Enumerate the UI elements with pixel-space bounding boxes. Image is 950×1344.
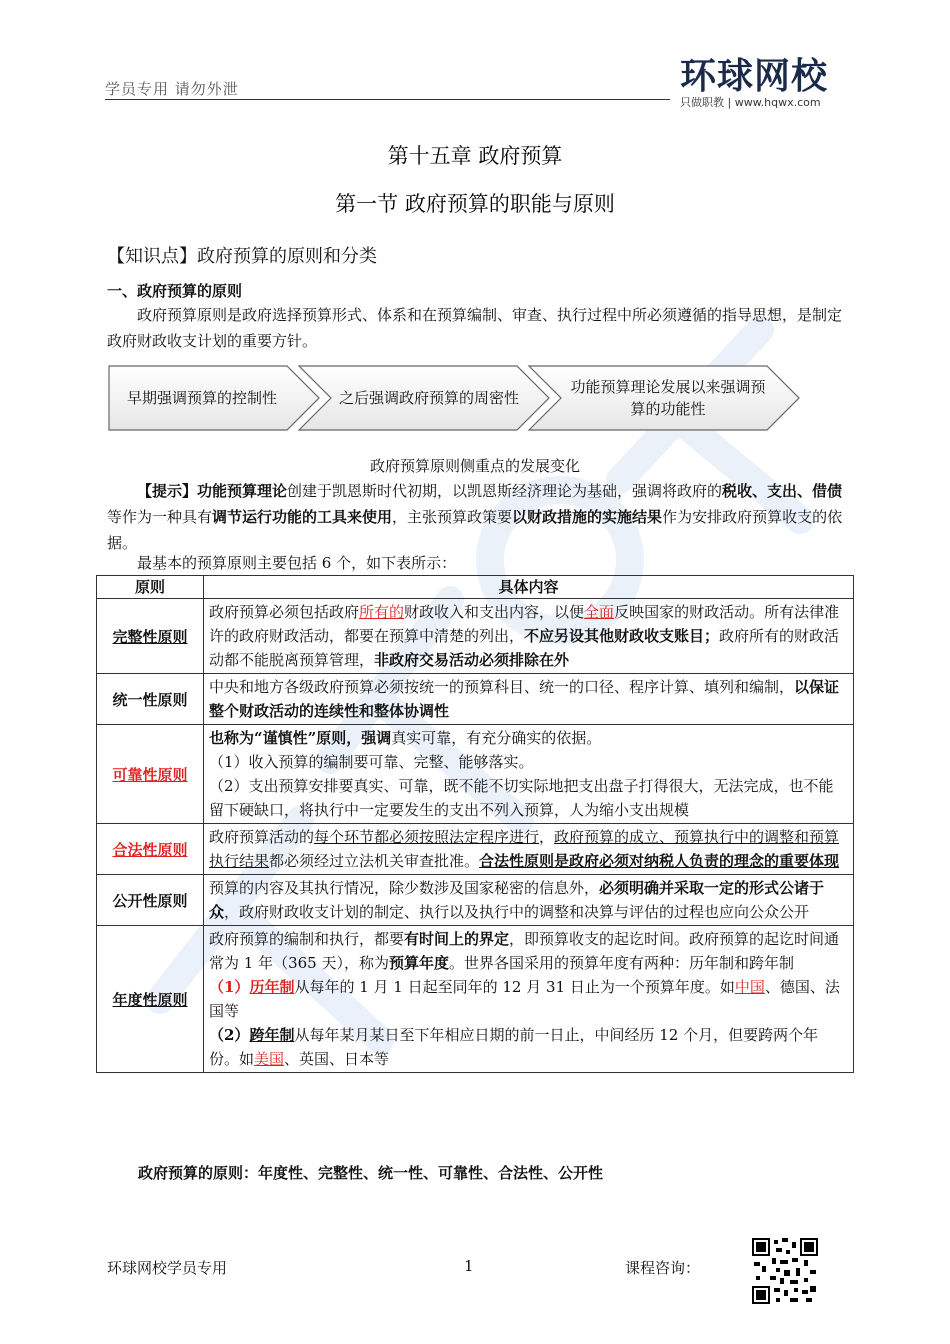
text: 反映国家的财政活动。所有法律准许的政府财政活动，都要在预算中清楚的列出， — [209, 603, 840, 645]
principle-name — [97, 599, 204, 674]
text: 从每年某月某日至下年相应日期的前一日止，中间经历 12 个月，但要跨两个年份。如 — [209, 1026, 819, 1068]
tip-text: 创建于凯恩斯时代初期，以凯恩斯经济理论为基础，强调将政府的 — [287, 482, 723, 500]
table-intro: 最基本的预算原则主要包括 6 个，如下表所示： — [137, 554, 457, 572]
text: 财政收入和支出内容，以便 — [404, 603, 585, 621]
list-marker: （1） — [209, 978, 250, 996]
flow-step-2: 之后强调政府预算的周密性 — [338, 389, 519, 407]
highlight: 美国 — [254, 1050, 285, 1068]
principle-label: 可靠性原则 — [112, 765, 188, 784]
tip-emphasis: 以财政措施的实施结果 — [512, 508, 663, 526]
tip-emphasis: 税收、支出、借债 — [722, 482, 843, 500]
emphasis: 必须明确并采取一定的形式公诸于众 — [209, 879, 825, 921]
principle-label: 年度性原则 — [112, 990, 188, 1009]
principle-content — [204, 824, 854, 875]
principle-content — [204, 875, 854, 926]
table-row — [97, 875, 854, 926]
text: 预算的内容及其执行情况，除少数涉及国家秘密的信息外， — [209, 879, 600, 897]
footer-note: 环球网校学员专用 — [107, 1259, 228, 1277]
emphasis: 不应另设其他财政收支账目； — [524, 627, 720, 645]
principle-label: 完整性原则 — [112, 627, 188, 646]
intro-paragraph: 政府预算原则是政府选择预算形式、体系和在预算编制、审查、执行过程中所必须遵循的指导思想，是制定政府财政收支计划的重要方针。 — [107, 306, 843, 350]
table-header-row — [97, 576, 854, 599]
tip-text: 作为安排政府预算收支的依据。 — [107, 508, 843, 552]
section-title: 第一节 政府预算的职能与原则 — [335, 192, 615, 216]
tip-label: 【提示】 — [137, 482, 198, 500]
logo-name: 环球网校 — [680, 56, 829, 97]
principle-name — [97, 674, 204, 725]
text: 、英国、日本等 — [284, 1050, 390, 1068]
logo-tagline: 只做职教 | www.hqwx.com — [680, 96, 821, 109]
emphasis: 以保证整个财政活动的连续性和整体协调性 — [209, 678, 840, 720]
emphasis: 有时间上的界定 — [404, 930, 510, 948]
text: ，即预算收支的起讫时间。政府预算的起讫时间通常为 1 年（365 天），称为 — [209, 930, 840, 972]
flow-step-1: 早期强调预算的控制性 — [126, 389, 277, 407]
tip-emphasis: 调节运行功能的工具来使用 — [212, 508, 393, 526]
table-row — [97, 674, 854, 725]
text: 中央和地方各级政府预算必须按统一的预算科目、统一的口径、程序计算、填列和编制， — [209, 678, 795, 696]
col-header-content: 具体内容 — [204, 576, 854, 599]
principle-label: 合法性原则 — [112, 840, 188, 859]
subheading-principles: 一、政府预算的原则 — [107, 282, 243, 300]
principle-name — [97, 725, 204, 824]
highlight: 全面 — [584, 603, 615, 621]
flow-caption: 政府预算原则侧重点的发展变化 — [369, 457, 580, 475]
table-row — [97, 725, 854, 824]
principles-summary: 政府预算的原则：年度性、完整性、统一性、可靠性、合法性、公开性 — [138, 1164, 604, 1182]
emphasis: 也称为“谨慎性”原则，强调 — [209, 729, 392, 747]
header-confidential-note: 学员专用 请勿外泄 — [105, 80, 239, 98]
principle-content — [204, 599, 854, 674]
text: ，政府财政收支计划的制定、执行以及执行中的调整和决算与评估的过程也应向公众公开 — [224, 903, 810, 921]
text: ， — [539, 828, 555, 846]
table-row — [97, 926, 854, 1073]
text: 从每年的 1 月 1 日起至同年的 12 月 31 日止为一个预算年度。如 — [294, 978, 735, 996]
page-number: 1 — [464, 1257, 474, 1275]
principle-name — [97, 875, 204, 926]
tip-paragraph — [107, 478, 850, 556]
table-row — [97, 599, 854, 674]
knowledge-point-heading: 【知识点】政府预算的原则和分类 — [107, 246, 377, 267]
col-header-principle: 原则 — [97, 576, 204, 599]
text: 政府预算活动的 — [209, 828, 315, 846]
text: （2）支出预算安排要真实、可靠，既不能不切实际地把支出盘子打得很大，无法完成，也不能留下硬缺口，将执行中一定要发生的支出不列入预算，人为缩小支出规模 — [209, 777, 834, 819]
text: 都必须经过立法机关审查批准。 — [269, 852, 480, 870]
highlight: 历年制 — [249, 978, 295, 996]
underlined: 每个环节都必须按照法定程序进行 — [314, 828, 540, 846]
principle-content — [204, 926, 854, 1073]
principle-evolution-flow — [107, 362, 807, 434]
emphasis: 非政府交易活动必须排除在外 — [374, 651, 570, 669]
text: 。世界各国采用的预算年度有两种：历年制和跨年制 — [449, 954, 795, 972]
text: 真实可靠，有充分确实的依据。 — [391, 729, 602, 747]
hqwx-logo — [672, 48, 852, 112]
emphasis: 合法性原则是政府必须对纳税人负责的理念的重要体现 — [479, 852, 840, 870]
emphasis: 预算年度 — [388, 954, 449, 972]
tip-term: 功能预算理论 — [197, 482, 288, 500]
principle-name — [97, 824, 204, 875]
tip-text: 等作为一种具有 — [107, 508, 213, 526]
text: 政府预算必须包括政府 — [209, 603, 360, 621]
chapter-title: 第十五章 政府预算 — [387, 144, 563, 168]
flow-step-3: 功能预算理论发展以来强调预算的功能性 — [570, 378, 766, 418]
text: 、德国、法国等 — [209, 978, 840, 1020]
principle-label: 公开性原则 — [112, 891, 188, 910]
text: （1）收入预算的编制要可靠、完整、能够落实。 — [209, 753, 534, 771]
course-consult-label: 课程咨询： — [625, 1259, 701, 1277]
qr-code-icon — [752, 1238, 818, 1304]
text: 政府预算的编制和执行，都要 — [209, 930, 405, 948]
list-marker: （2） — [209, 1026, 250, 1044]
principle-label: 统一性原则 — [112, 690, 188, 709]
text: 政府所有的财政活动都不能脱离预算管理， — [209, 627, 840, 669]
tip-text: ，主张预算政策要 — [392, 508, 513, 526]
principle-content — [204, 725, 854, 824]
highlight: 所有的 — [359, 603, 405, 621]
table-row — [97, 824, 854, 875]
highlight: 中国 — [734, 978, 765, 996]
header-rule — [105, 99, 670, 100]
emphasis: 跨年制 — [249, 1026, 295, 1044]
underlined: 政府预算的成立、预算执行中的调整和预算执行结果 — [209, 828, 840, 870]
principles-table — [96, 575, 854, 1073]
principle-name — [97, 926, 204, 1073]
principle-content — [204, 674, 854, 725]
